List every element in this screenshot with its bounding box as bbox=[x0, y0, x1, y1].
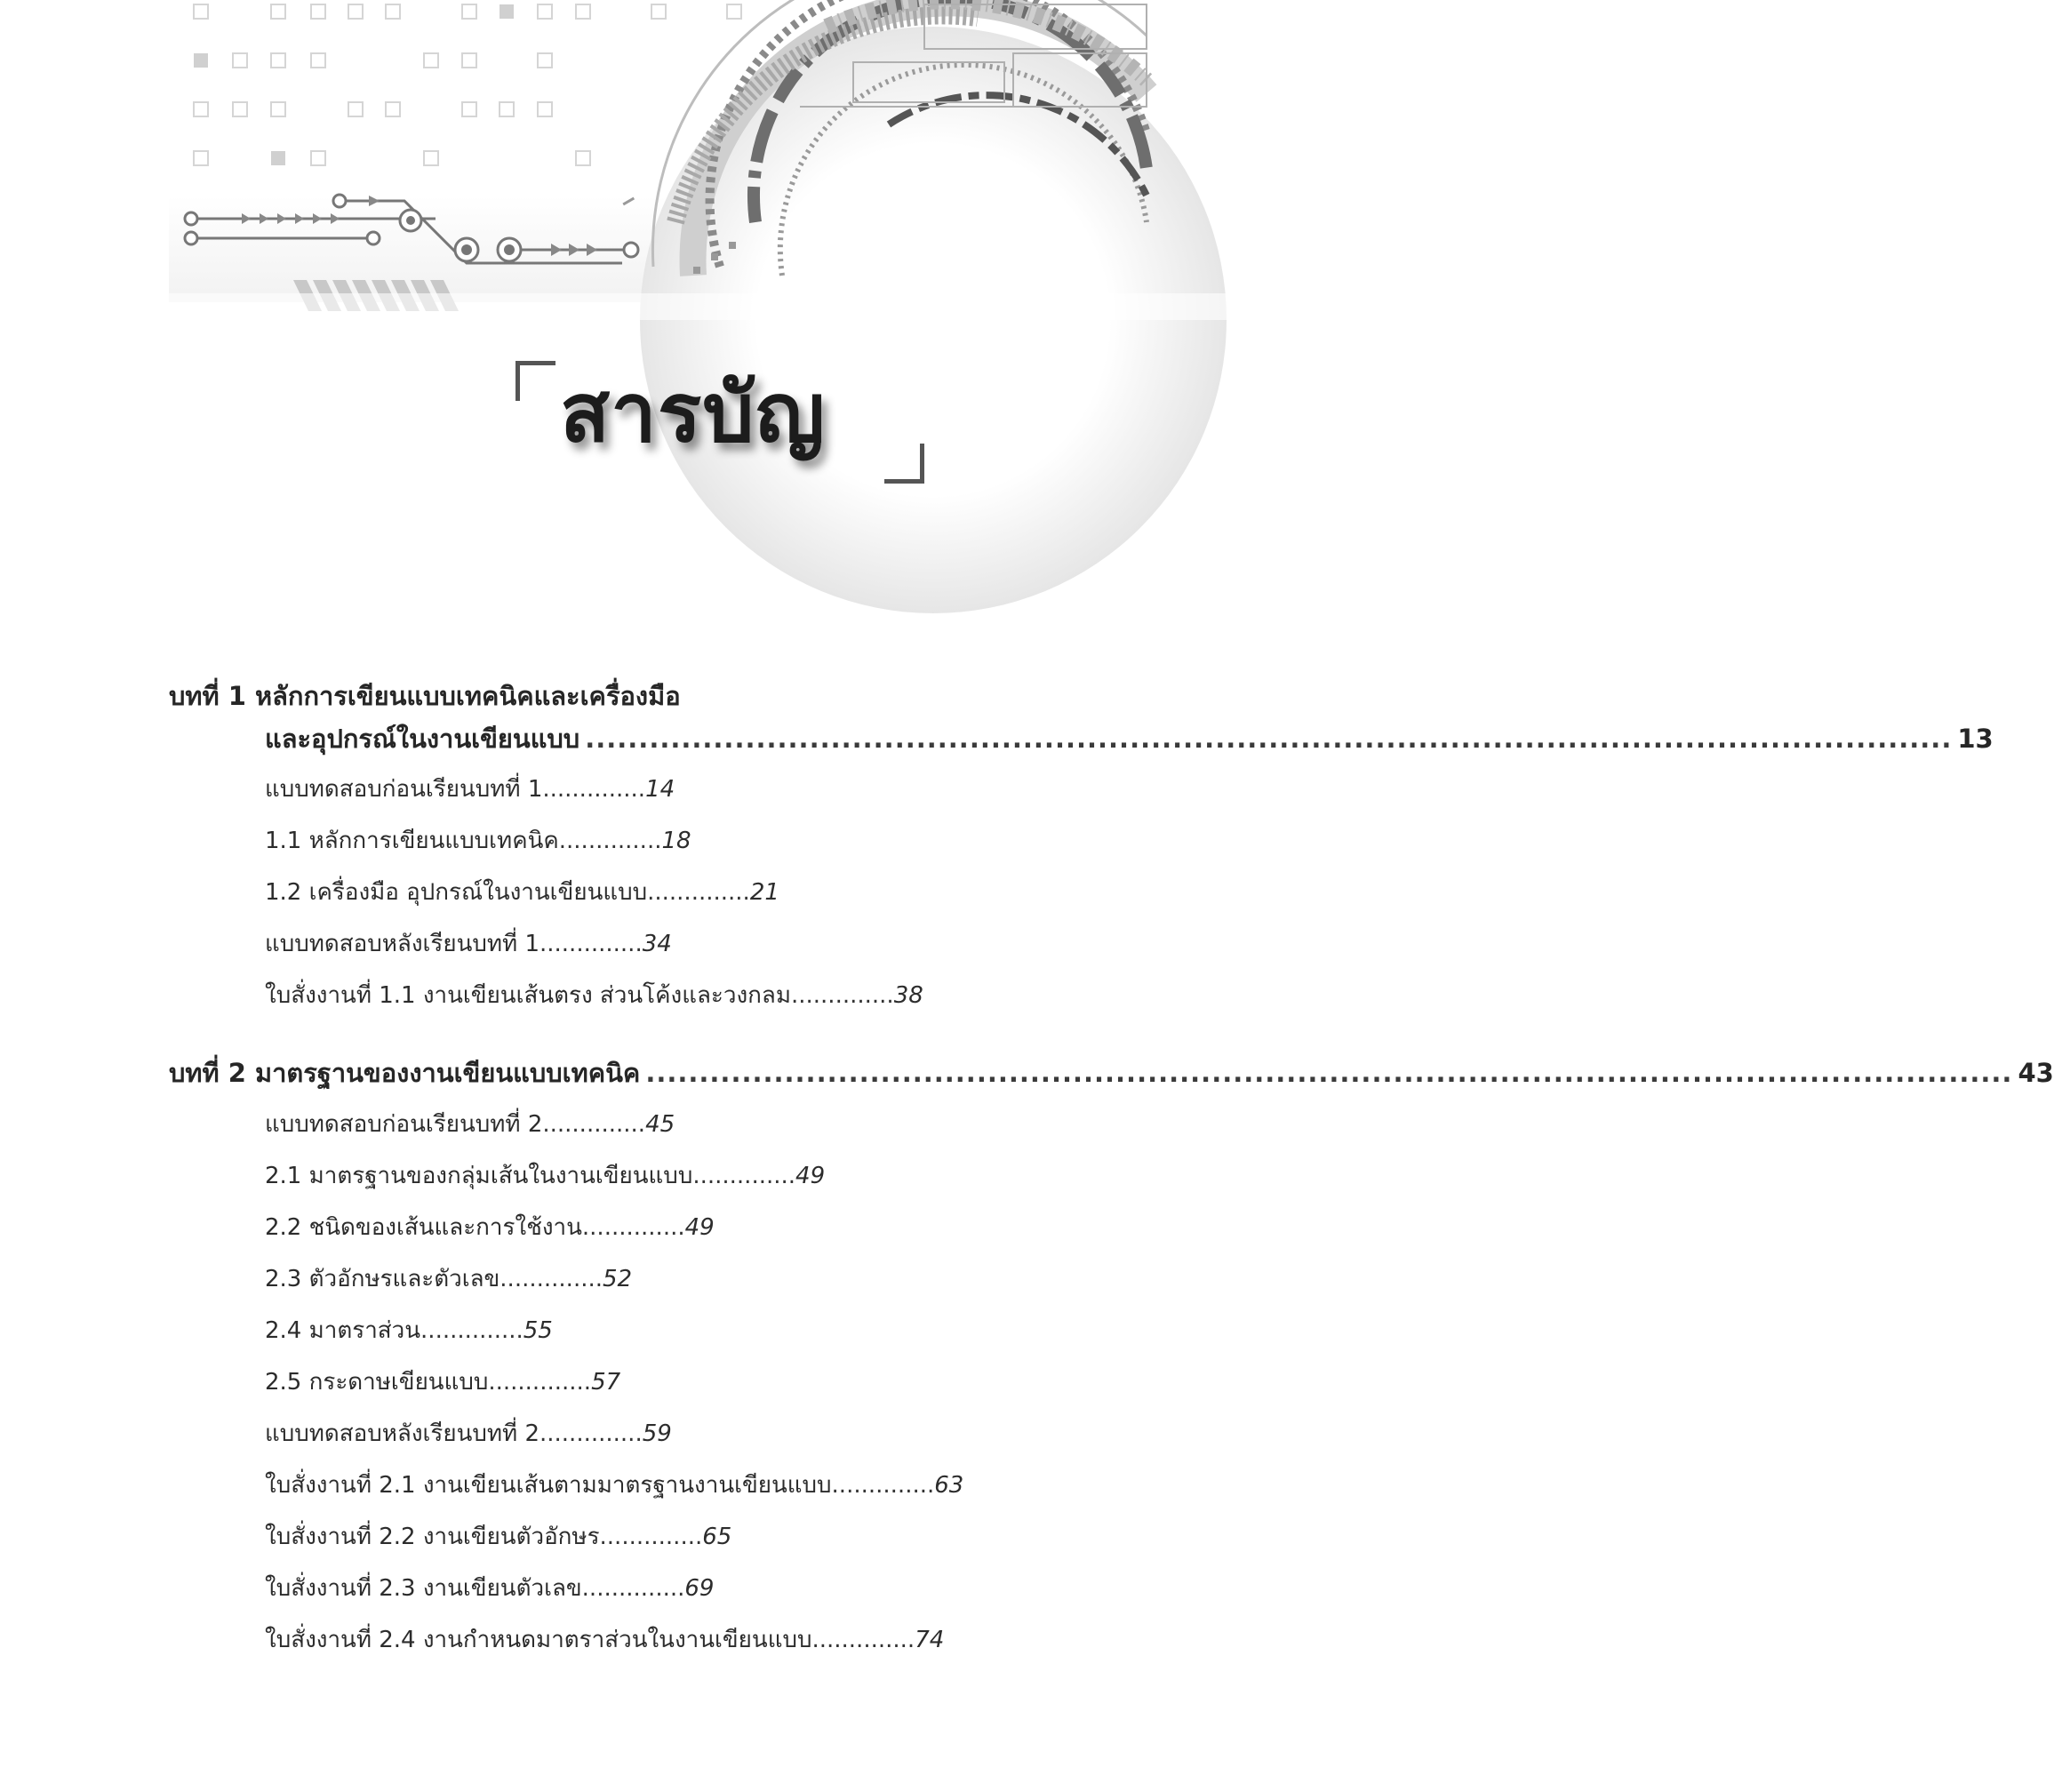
title-bracket-bottom-right bbox=[884, 444, 924, 484]
toc-entry[interactable] bbox=[265, 875, 779, 910]
toc-entry-page: 55 bbox=[523, 1317, 553, 1344]
chapter-2-title: บทที่ 2 มาตรฐานของงานเขียนแบบเทคนิค bbox=[169, 1058, 641, 1088]
toc-entry-page: 57 bbox=[591, 1369, 621, 1396]
header-circuit-decoration bbox=[0, 0, 1295, 320]
toc-entry[interactable] bbox=[265, 1622, 944, 1658]
chapter-1-leader: ................................................................................................................................ bbox=[585, 724, 1953, 754]
chapter-1-title-cont: และอุปกรณ์ในงานเขียนแบบ bbox=[265, 724, 580, 754]
toc-entry-text: 2.5 กระดาษเขียนแบบ bbox=[265, 1369, 489, 1396]
chapter-1-heading-line1: บทที่ 1 หลักการเขียนแบบเทคนิคและเครื่องมือ bbox=[169, 681, 681, 711]
toc-entry[interactable] bbox=[265, 1519, 731, 1555]
toc-leader: .............. bbox=[811, 1627, 915, 1653]
toc-entry-page: 14 bbox=[645, 776, 675, 803]
chapter-2-page: 43 bbox=[2018, 1058, 2054, 1088]
toc-entry[interactable] bbox=[265, 1107, 675, 1142]
toc-leader: .............. bbox=[599, 1524, 703, 1550]
toc-leader: .............. bbox=[542, 776, 646, 803]
toc-entry[interactable] bbox=[265, 823, 691, 859]
page-title: สารบัญ bbox=[560, 365, 827, 460]
toc-entry-page: 74 bbox=[915, 1627, 945, 1653]
toc-entry-text: ใบสั่งงานที่ 2.1 งานเขียนเส้นตามมาตรฐานงานเขียนแบบ bbox=[265, 1472, 832, 1499]
toc-entry-text: 2.2 ชนิดของเส้นและการใช้งาน bbox=[265, 1214, 582, 1241]
toc-entry-text: แบบทดสอบก่อนเรียนบทที่ 2 bbox=[265, 1111, 543, 1138]
toc-leader: .............. bbox=[790, 982, 894, 1009]
toc-entry-text: แบบทดสอบก่อนเรียนบทที่ 1 bbox=[265, 776, 543, 803]
toc-entry[interactable] bbox=[265, 1416, 672, 1452]
toc-leader: .............. bbox=[647, 879, 750, 906]
toc-leader: .............. bbox=[581, 1214, 685, 1241]
toc-entry-text: 2.1 มาตรฐานของกลุ่มเส้นในงานเขียนแบบ bbox=[265, 1163, 693, 1189]
toc-leader: .............. bbox=[539, 1420, 643, 1447]
toc-leader: .............. bbox=[692, 1163, 796, 1189]
toc-entry-text: แบบทดสอบหลังเรียนบทที่ 2 bbox=[265, 1420, 539, 1447]
chapter-1-page: 13 bbox=[1957, 724, 1994, 754]
chapter-2-heading[interactable] bbox=[169, 1055, 2054, 1091]
toc-leader: .............. bbox=[539, 931, 643, 957]
toc-entry-page: 49 bbox=[684, 1214, 715, 1241]
toc-entry[interactable] bbox=[265, 1313, 553, 1348]
toc-entry-page: 49 bbox=[795, 1163, 826, 1189]
toc-entry-page: 18 bbox=[661, 828, 691, 854]
toc-entry-text: ใบสั่งงานที่ 1.1 งานเขียนเส้นตรง ส่วนโค้งและวงกลม bbox=[265, 982, 791, 1009]
toc-leader: .............. bbox=[488, 1369, 592, 1396]
toc-entry[interactable] bbox=[265, 1210, 715, 1245]
toc-entry[interactable] bbox=[265, 772, 675, 807]
toc-leader: .............. bbox=[542, 1111, 646, 1138]
toc-entry-text: ใบสั่งงานที่ 2.2 งานเขียนตัวอักษร bbox=[265, 1524, 600, 1550]
toc-entry[interactable] bbox=[265, 926, 672, 962]
toc-entry-page: 21 bbox=[749, 879, 779, 906]
title-bracket-top-left bbox=[515, 361, 555, 401]
chapter-2-leader: ................................................................................................................................ bbox=[645, 1058, 2013, 1088]
toc-entry-page: 38 bbox=[893, 982, 923, 1009]
toc-leader: .............. bbox=[558, 828, 662, 854]
toc-entry-text: 1.2 เครื่องมือ อุปกรณ์ในงานเขียนแบบ bbox=[265, 879, 648, 906]
toc-entry[interactable] bbox=[265, 978, 923, 1013]
chapter-1-heading-line2[interactable] bbox=[265, 721, 1994, 756]
toc-entry-page: 65 bbox=[702, 1524, 732, 1550]
toc-entry-text: 2.4 มาตราส่วน bbox=[265, 1317, 421, 1344]
toc-entry-page: 34 bbox=[642, 931, 672, 957]
toc-leader: .............. bbox=[420, 1317, 523, 1344]
toc-leader: .............. bbox=[500, 1266, 603, 1292]
toc-entry[interactable] bbox=[265, 1158, 825, 1194]
toc-entry-text: แบบทดสอบหลังเรียนบทที่ 1 bbox=[265, 931, 539, 957]
toc-entry[interactable] bbox=[265, 1571, 714, 1606]
toc-entry[interactable] bbox=[265, 1364, 620, 1400]
toc-leader: .............. bbox=[831, 1472, 935, 1499]
title-block bbox=[515, 356, 924, 489]
toc-entry-page: 52 bbox=[603, 1266, 633, 1292]
toc-entry-text: ใบสั่งงานที่ 2.4 งานกำหนดมาตราส่วนในงานเขียนแบบ bbox=[265, 1627, 812, 1653]
toc-entry-text: ใบสั่งงานที่ 2.3 งานเขียนตัวเลข bbox=[265, 1575, 582, 1602]
toc-entry-text: 2.3 ตัวอักษรและตัวเลข bbox=[265, 1266, 500, 1292]
toc-entry-page: 69 bbox=[684, 1575, 715, 1602]
toc-entry-text: 1.1 หลักการเขียนแบบเทคนิค bbox=[265, 828, 559, 854]
toc-entry-page: 59 bbox=[642, 1420, 672, 1447]
toc-entry[interactable] bbox=[265, 1261, 632, 1297]
toc-entry-page: 45 bbox=[645, 1111, 675, 1138]
toc-leader: .............. bbox=[581, 1575, 685, 1602]
toc-entry-page: 63 bbox=[934, 1472, 964, 1499]
toc-entry[interactable] bbox=[265, 1468, 963, 1503]
